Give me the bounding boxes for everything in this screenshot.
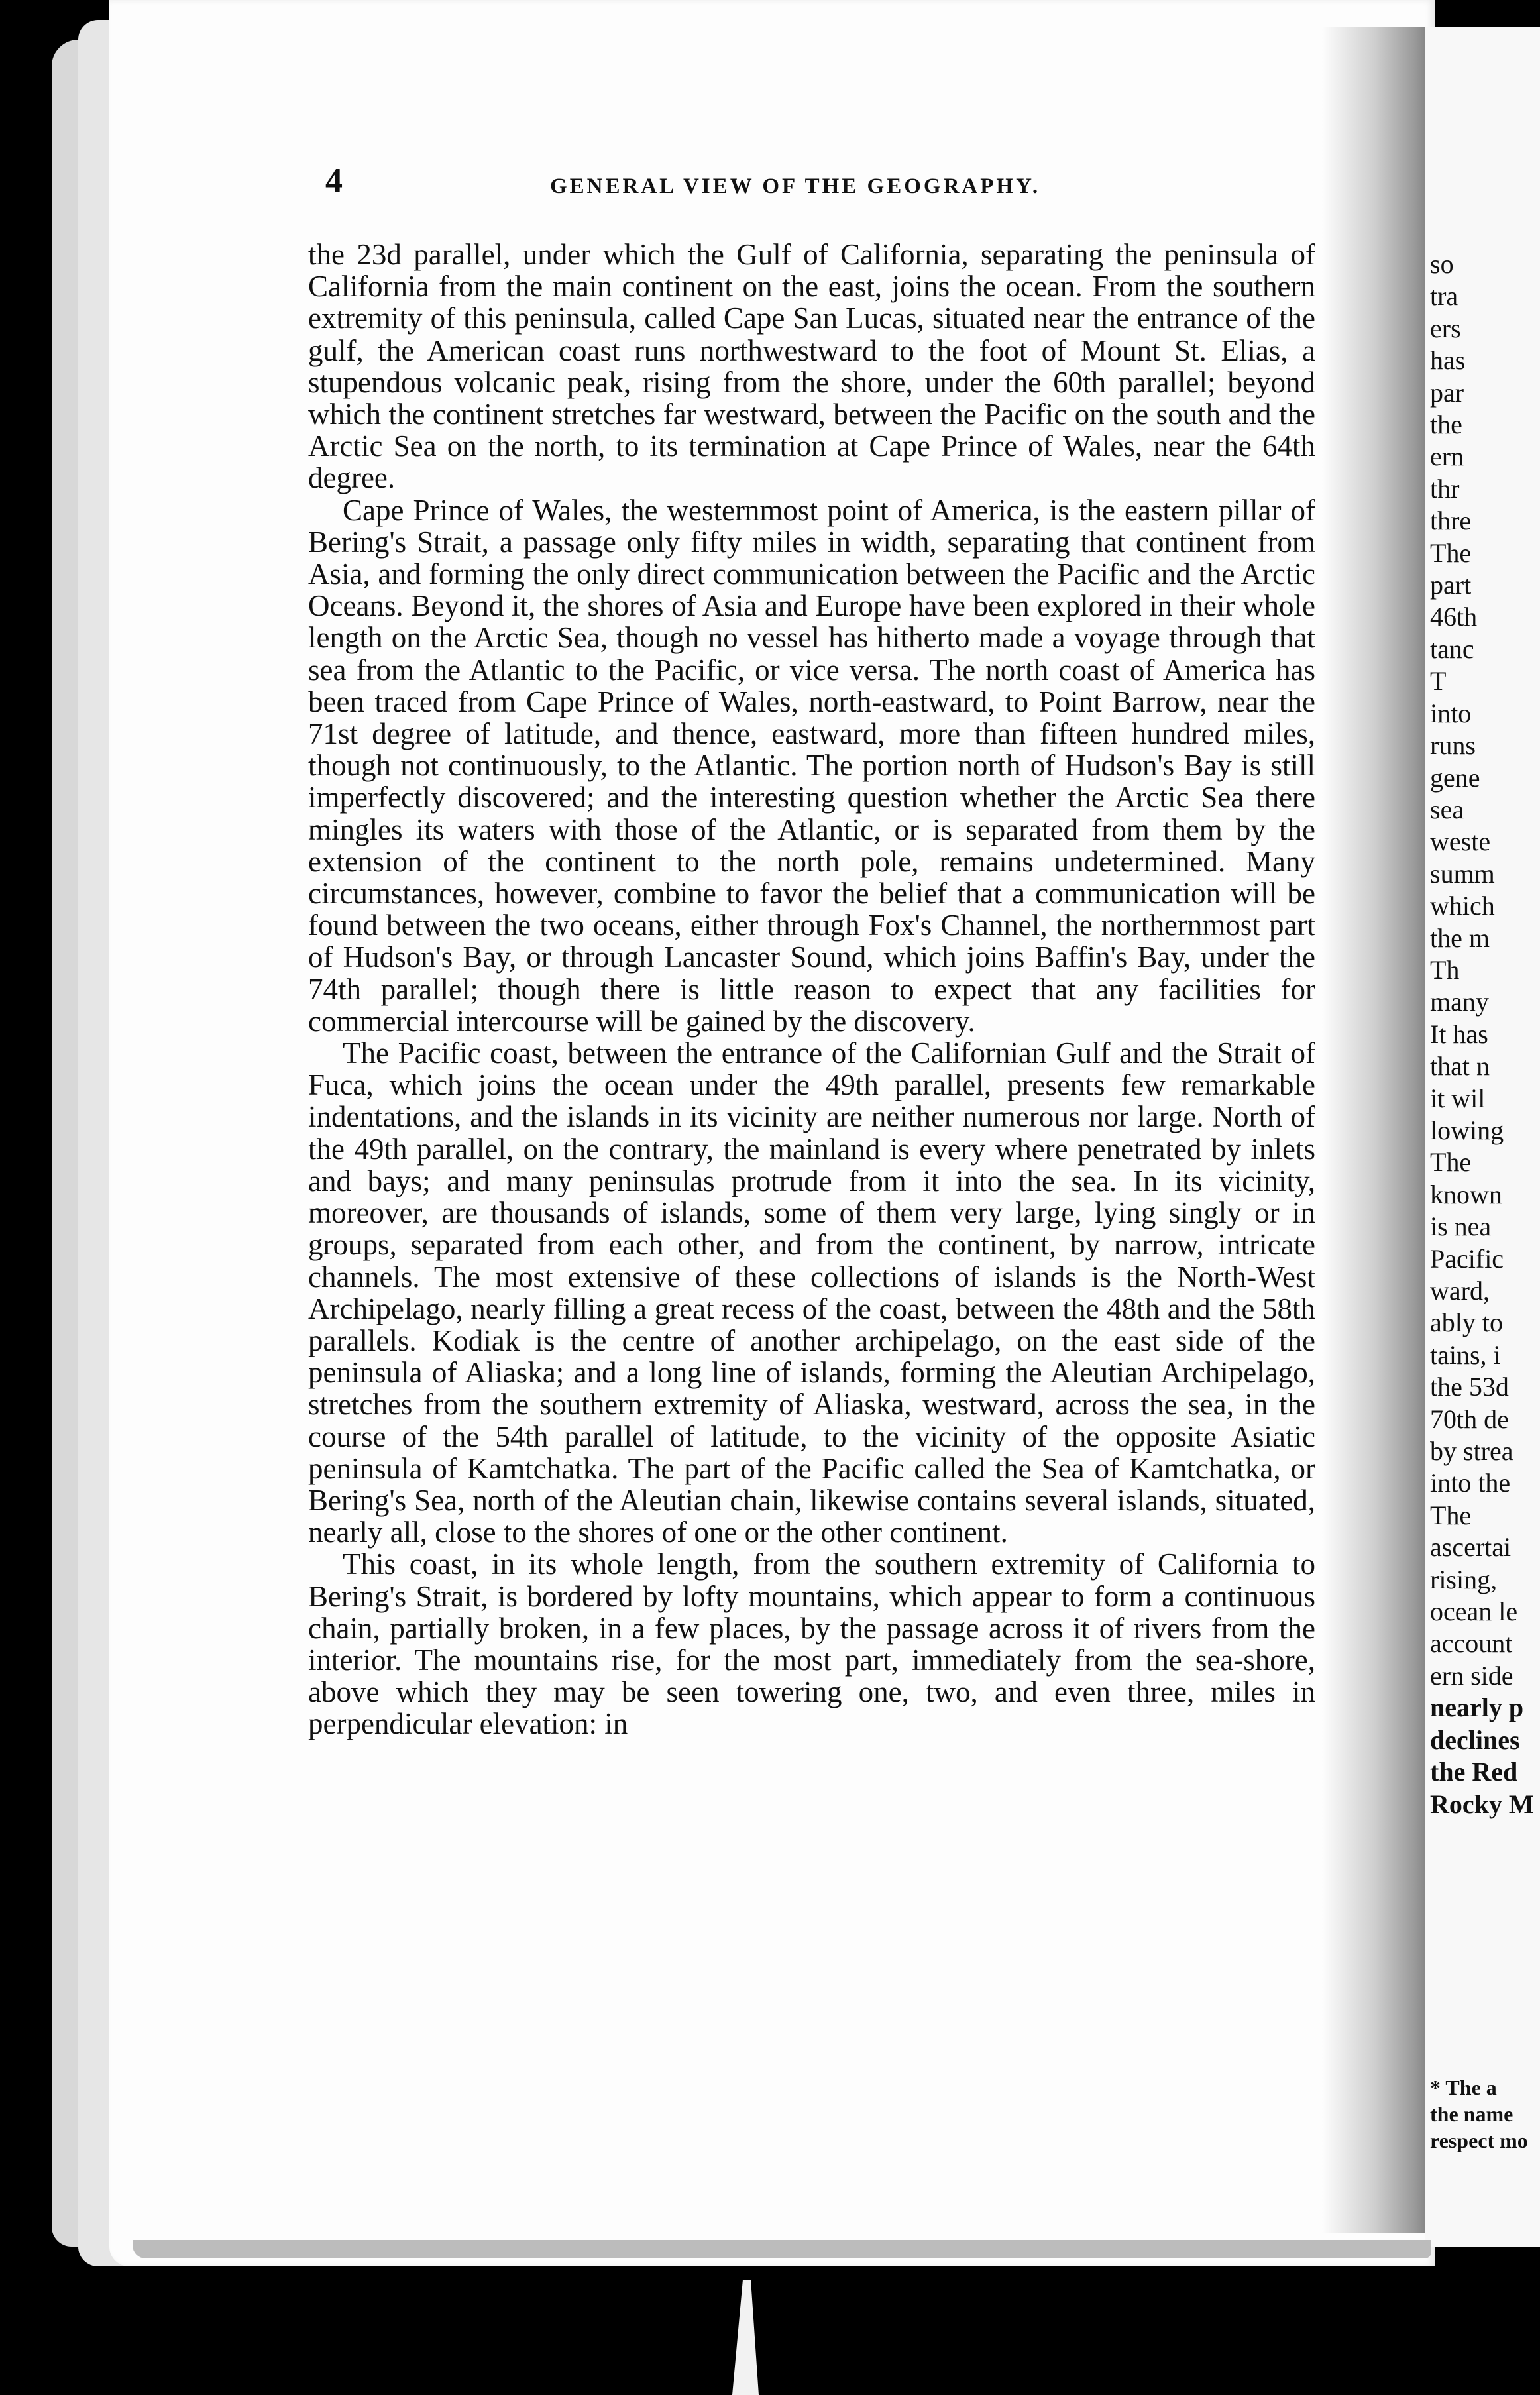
paragraph: The Pacific coast, between the entrance of the Californian Gulf and the Strait of Fuca, which joins the ocean under the 49th parallel, presents few remarkable indentations, and the islands in its vicinity are neither numerous nor large. North of the 49th parallel, on the contrary, the mainland is every where penetrated by inlets and bays; and many peninsulas protrude from it into the sea. In its vicinity, moreover, are thousands of islands, some of them very large, lying singly or in groups, separated from each other, and from the continent, by narrow, intricate channels. The most extensive of these collections of islands is the North-West Archipelago, nearly filling a great recess of the coast, between the 48th and the 58th parallels. Kodiak is the centre of another archipelago, on the east side of the peninsula of Aliaska; and a long line of islands, forming the Aleutian Archipelago, stretches from the southern extremity of Aliaska, westward, across the sea, in the course of the 54th parallel of latitude, to the vicinity of the opposite Asiatic peninsula of Kamtchatka. The part of the Pacific called the Sea of Kamtchatka, or Bering's Sea, north of the Aleutian chain, likewise contains several islands, situated, nearly all, close to the shores of one or the other continent.: [308, 1036, 1315, 1549]
adjacent-line-fragment: tains, i: [1430, 1339, 1501, 1370]
body-text: [308, 239, 1315, 1740]
paragraph: Cape Prince of Wales, the westernmost point of America, is the eastern pillar of Bering's Strait, a passage only fifty miles in width, separating that continent from Asia, and forming the only direct communication between the Pacific and the Arctic Oceans. Beyond it, the shores of Asia and Europe have been explored in their whole length on the Arctic Sea, though no vessel has hitherto made a voyage through that sea from the Atlantic to the Pacific, or vice versa. The north coast of America has been traced from Cape Prince of Wales, north-eastward, to Point Barrow, near the 71st degree of latitude, and thence, eastward, more than fifteen hundred miles, though not continuously, to the Atlantic. The portion north of Hudson's Bay is still imperfectly discovered; and the interesting question whether the Arctic Sea there mingles its waters with those of the Atlantic, or is separated from them by the extension of the continent to the north pole, remains undetermined. Many circumstances, however, combine to favor the belief that a communication will be found between the two oceans, either through Fox's Channel, the northernmost part of Hudson's Bay, or through Lancaster Sound, which joins Baffin's Bay, under the 74th parallel; though there is little reason to expect that any facilities for commercial intercourse will be gained by the discovery.: [308, 493, 1315, 1038]
page-bottom-edge: [133, 2240, 1431, 2258]
adjacent-line-fragment: rising,: [1430, 1564, 1498, 1594]
gutter-shadow: [1322, 27, 1438, 2233]
adjacent-page-text: [1430, 249, 1540, 1820]
adjacent-page-footnote: [1430, 2074, 1540, 2154]
adjacent-line-fragment: into: [1430, 698, 1472, 728]
adjacent-line-fragment: nearly p: [1430, 1693, 1524, 1723]
adjacent-line-fragment: part: [1430, 570, 1472, 600]
adjacent-line-fragment: sea: [1430, 794, 1464, 824]
adjacent-footnote-fragment: * The a: [1430, 2076, 1497, 2099]
adjacent-line-fragment: into the: [1430, 1468, 1511, 1498]
adjacent-line-fragment: ascertai: [1430, 1532, 1512, 1563]
adjacent-line-fragment: Th: [1430, 954, 1460, 985]
adjacent-line-fragment: par: [1430, 377, 1464, 408]
adjacent-line-fragment: ern side: [1430, 1660, 1513, 1691]
adjacent-line-fragment: Pacific: [1430, 1243, 1504, 1274]
adjacent-line-fragment: weste: [1430, 826, 1491, 857]
adjacent-line-fragment: ern: [1430, 441, 1464, 472]
adjacent-line-fragment: The: [1430, 537, 1472, 568]
adjacent-line-fragment: ably to: [1430, 1308, 1503, 1338]
adjacent-line-fragment: ocean le: [1430, 1596, 1518, 1627]
adjacent-line-fragment: thre: [1430, 506, 1472, 536]
adjacent-line-fragment: The: [1430, 1147, 1472, 1178]
adjacent-line-fragment: lowing: [1430, 1115, 1504, 1145]
adjacent-line-fragment: by strea: [1430, 1436, 1513, 1467]
adjacent-line-fragment: summ: [1430, 858, 1495, 889]
adjacent-line-fragment: It has: [1430, 1019, 1488, 1049]
adjacent-line-fragment: many: [1430, 987, 1489, 1017]
adjacent-line-fragment: the m: [1430, 922, 1490, 953]
adjacent-line-fragment: has: [1430, 345, 1466, 376]
adjacent-footnote-fragment: respect mo: [1430, 2129, 1528, 2152]
adjacent-line-fragment: it wil: [1430, 1083, 1486, 1113]
adjacent-line-fragment: thr: [1430, 473, 1460, 504]
adjacent-line-fragment: ward,: [1430, 1276, 1490, 1306]
adjacent-line-fragment: the 53d: [1430, 1372, 1509, 1402]
adjacent-line-fragment: is nea: [1430, 1211, 1492, 1242]
adjacent-line-fragment: tra: [1430, 281, 1458, 311]
adjacent-line-fragment: 46th: [1430, 602, 1478, 632]
adjacent-line-fragment: the Red: [1430, 1757, 1518, 1787]
adjacent-line-fragment: Rocky M: [1430, 1789, 1534, 1819]
adjacent-line-fragment: known: [1430, 1179, 1502, 1209]
adjacent-line-fragment: which: [1430, 891, 1495, 921]
adjacent-line-fragment: tanc: [1430, 634, 1474, 664]
adjacent-line-fragment: 70th de: [1430, 1404, 1509, 1434]
adjacent-line-fragment: so: [1430, 249, 1454, 279]
adjacent-line-fragment: the: [1430, 410, 1462, 440]
adjacent-line-fragment: that n: [1430, 1051, 1490, 1082]
paragraph: the 23d parallel, under which the Gulf of California, separating the peninsula of California from the main continent on the east, joins the ocean. From the southern extremity of this peninsula, called Cape San Lucas, situated near the entrance of the gulf, the American coast runs northwestward to the foot of Mount St. Elias, a stupendous volcanic peak, rising from the shore, under the 60th parallel; beyond which the continent stretches far westward, between the Pacific on the south and the Arctic Sea on the north, to its termination at Cape Prince of Wales, near the 64th degree.: [308, 238, 1315, 495]
adjacent-line-fragment: declines: [1430, 1724, 1520, 1755]
adjacent-line-fragment: runs: [1430, 730, 1476, 761]
paragraph: This coast, in its whole length, from the southern extremity of California to Bering's Strait, is bordered by lofty mountains, which appear to form a continuous chain, partially broken, in a few places, by the passage across it of rivers from the interior. The mountains rise, for the most part, immediately from the sea-shore, above which they may be seen towering one, two, and even three, miles in perpendicular elevation: in: [308, 1547, 1315, 1741]
page-clip: [732, 2280, 759, 2395]
page-number: 4: [325, 162, 343, 199]
running-head: GENERAL VIEW OF THE GEOGRAPHY.: [550, 174, 1041, 198]
adjacent-line-fragment: gene: [1430, 762, 1480, 793]
adjacent-line-fragment: T: [1430, 666, 1447, 696]
adjacent-footnote-fragment: the name: [1430, 2102, 1513, 2126]
adjacent-line-fragment: account: [1430, 1628, 1513, 1659]
adjacent-line-fragment: The: [1430, 1500, 1472, 1530]
adjacent-line-fragment: ers: [1430, 313, 1461, 343]
